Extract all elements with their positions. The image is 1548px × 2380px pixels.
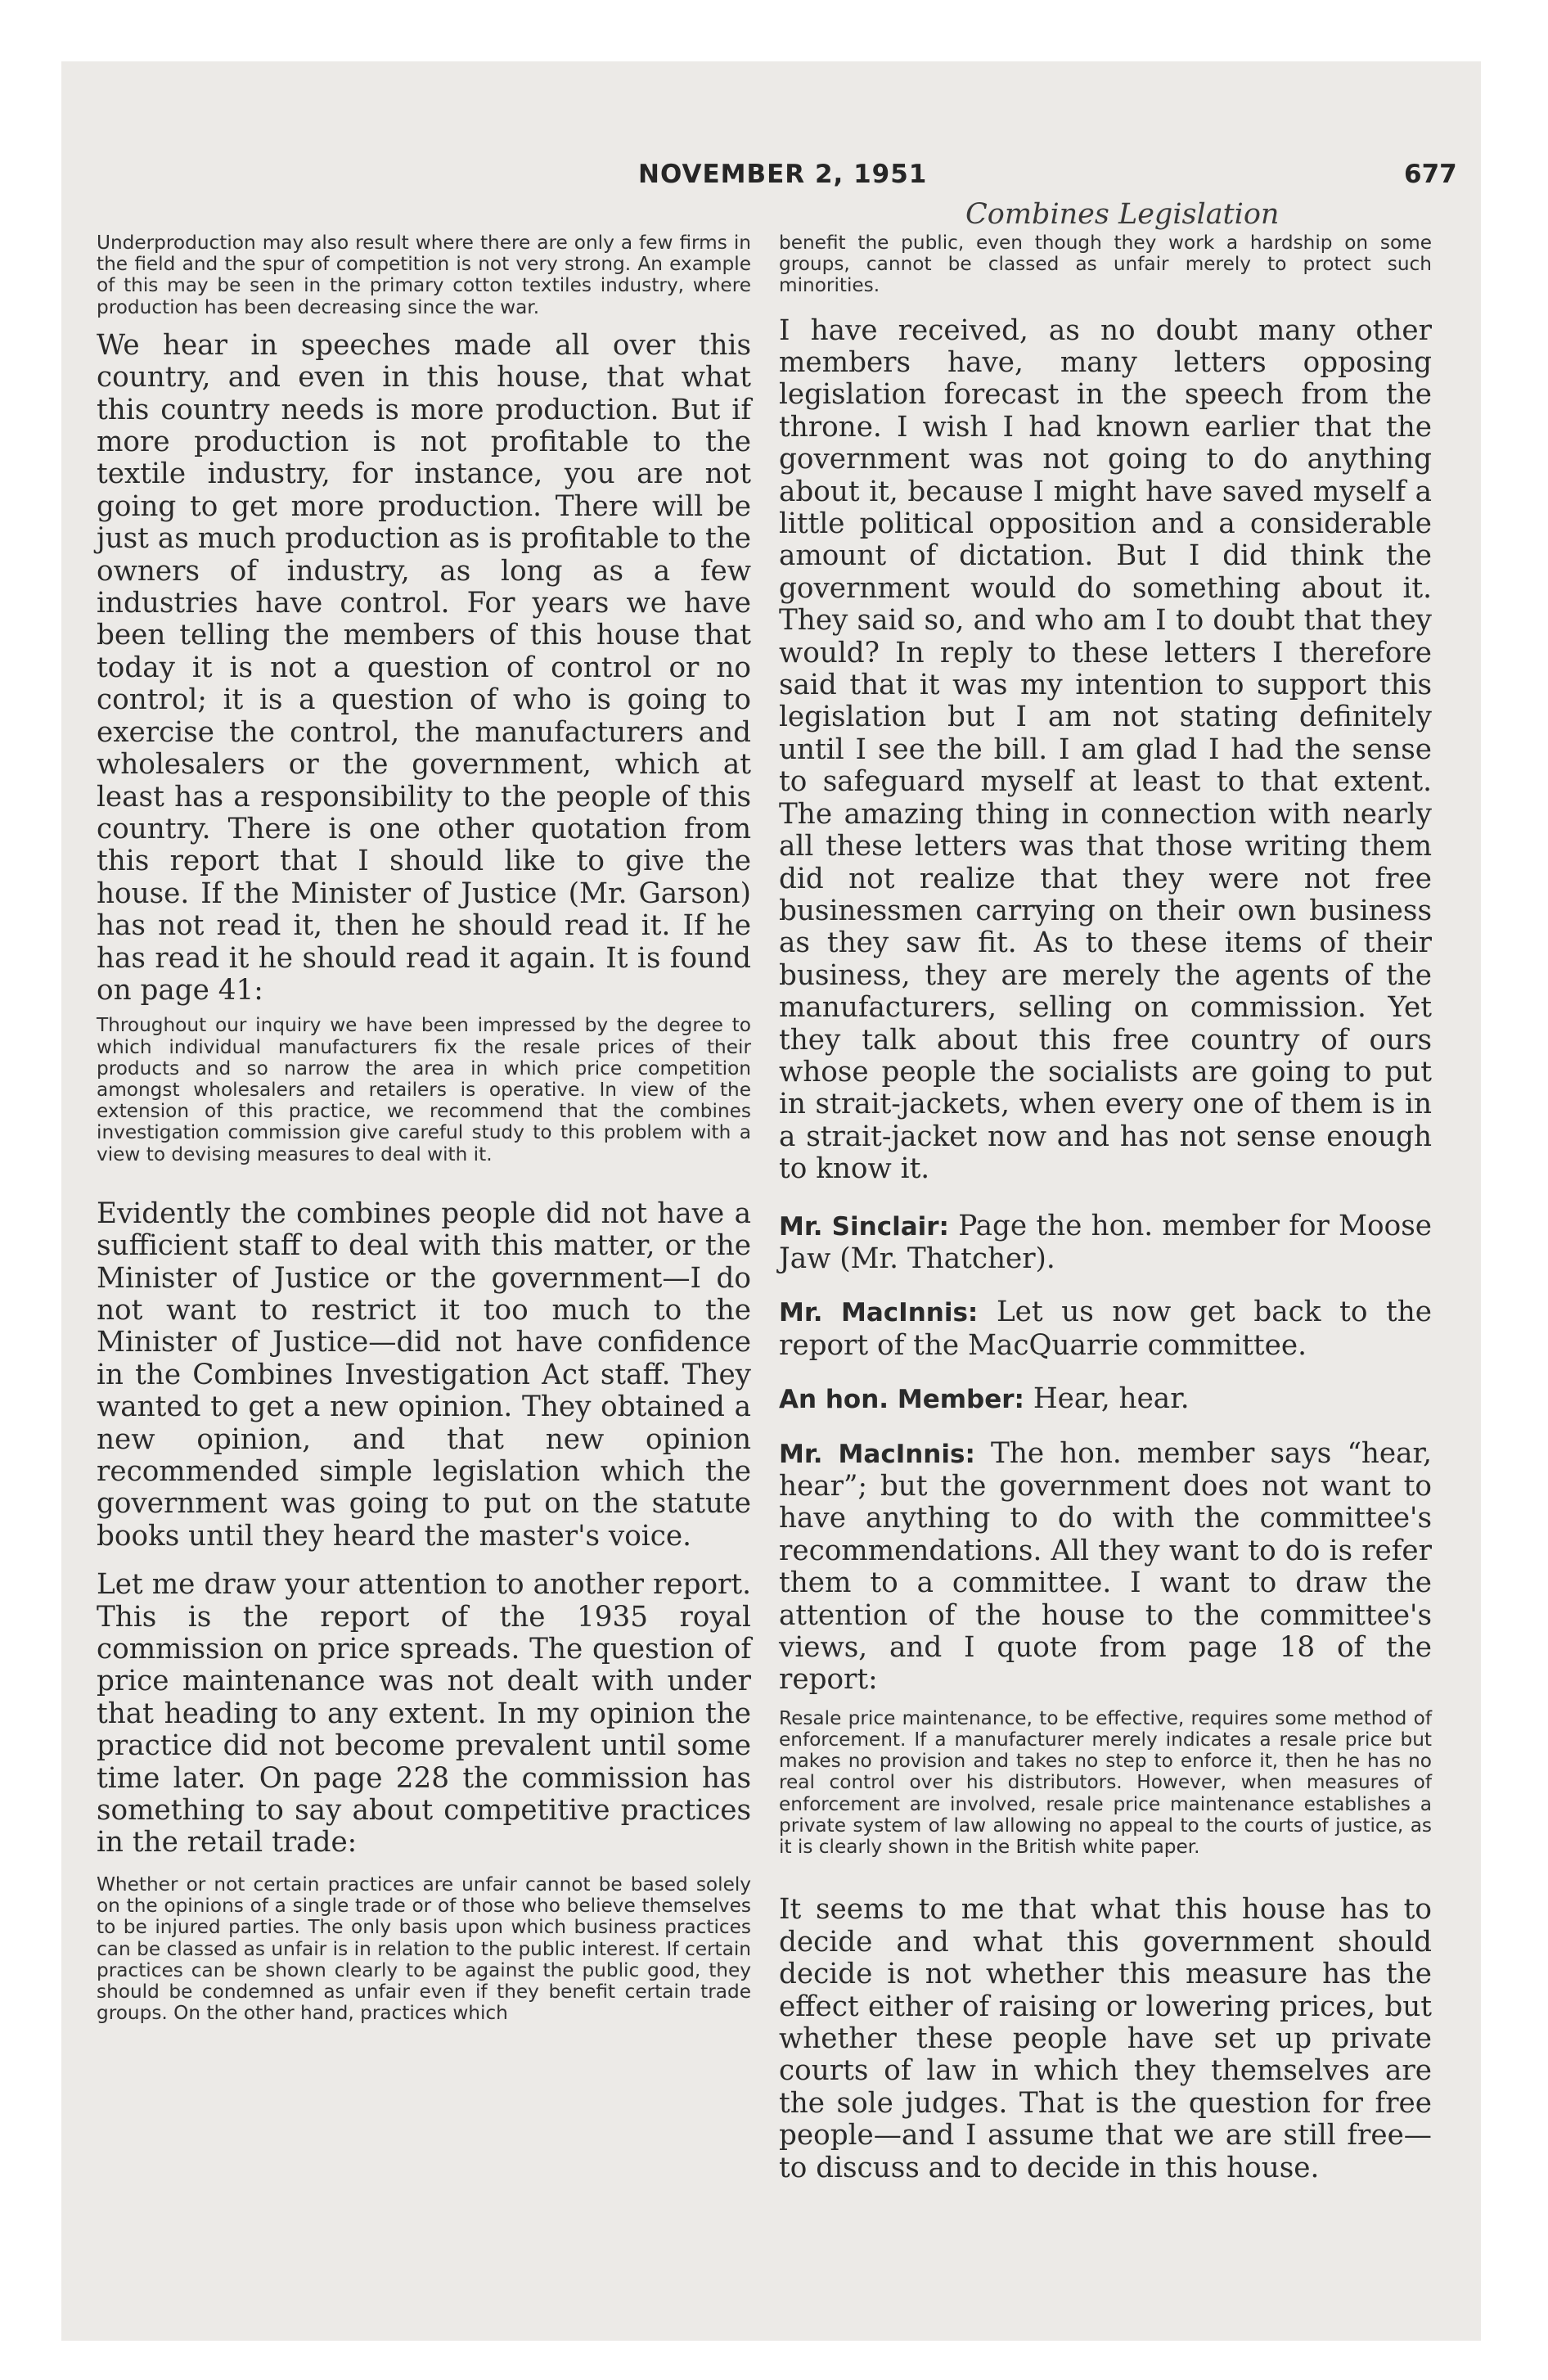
speech-text: Hear, hear.	[1033, 1382, 1190, 1416]
paragraph-more-production: We hear in speeches made all over this country, and even in this house, that what this country needs is more production. But if more production is not profitable to the textile industry, for instance, you are not going to get more production. There will be just as much production as is profitable to the owners of industry, as long as a few industries have control. For years we have been telling the members of this house that today it is not a question of control or no control; it is a question of who is going to exercise the control, the manufacturers and wholesalers or the government, which at least has a responsibility to the people of this country. There is one other quotation from this report that I should like to give the house. If the Minister of Justice (Mr. Garson) has not read it, then he should read it. If he has read it he should read it again. It is found on page 41:	[97, 328, 751, 1007]
paragraph-royal-commission: Let me draw your attention to another report. This is the report of the 1935 royal commission on price spreads. The question of price maintenance was not dealt with under that heading to any extent. In my opinion the practice did not become prevalent until some time later. On page 228 the commission has something to say about competitive practices in the retail trade:	[97, 1568, 751, 1859]
paragraph-letters: I have received, as no doubt many other members have, many letters opposing legislation forecast in the speech from the throne. I wish I had known earlier that the government was not going to do anything about it, because I might have saved myself a little political opposition and a considerable amount of dictation. But I did think the government would do something about it. They said so, and who am I to doubt that they would? In reply to these letters I therefore said that it was my intention to support this legislation but I am not stating definitely until I see the bill. I am glad I had the sense to safeguard myself at least to that extent. The amazing thing in connection with nearly all these letters was that those writing them did not realize that they were not free businessmen carrying on their own business as they saw fit. As to these items of their business, they are merely the agents of the manufacturers, selling on commission. Yet they talk about this free country of ours whose people the socialists are going to put in strait-jackets, when every one of them is in a strait-jacket now and has not sense enough to know it.	[779, 313, 1432, 1186]
page-header	[0, 160, 1548, 192]
speech-text: The hon. member says “hear, hear”; but the government does not want to have anything to do with the committee's recommendations. All they want to do is refer them to a committee. I want to draw the attention of the house to the committee's views, and I quote from page 18 of the report:	[779, 1436, 1433, 1697]
right-column	[779, 232, 1432, 2193]
speaker-name: An hon. Member:	[779, 1385, 1024, 1415]
left-column	[97, 232, 751, 2052]
paragraph-private-courts: It seems to me that what this house has to decide and what this government should decide is not whether this measure has the effect either of raising or lowering prices, but whether these people have set up private courts of law in which they themselves are the sole judges. That is the question for free people—and I assume that we are still free—to discuss and to decide in this house.	[779, 1893, 1432, 2184]
speech-text: Let us now get back to the report of the MacQuarrie committee.	[779, 1296, 1433, 1362]
running-title: Combines Legislation	[965, 198, 1280, 231]
speech-text: Page the hon. member for Moose Jaw (Mr. Thatcher).	[779, 1209, 1432, 1275]
speaker-name: Mr. MacInnis:	[779, 1298, 979, 1328]
speech-macinnis-1	[779, 1296, 1432, 1362]
quote-continued: benefit the public, even though they work a hardship on some groups, cannot be classed as unfair merely to protect such minorities.	[779, 232, 1432, 297]
page-number: 677	[1404, 160, 1457, 189]
header-date: NOVEMBER 2, 1951	[638, 160, 928, 189]
speech-macinnis-2	[779, 1438, 1432, 1697]
paragraph-combines-staff: Evidently the combines people did not have a sufficient staff to deal with this matter, or the Minister of Justice or the government—I do not want to restrict it too much to the Minister of Justice—did not have confidence in the Combines Investigation Act staff. They wanted to get a new opinion. They obtained a new opinion, and that new opinion recommended simple legislation which the government was going to put on the statute books until they heard the master's voice.	[97, 1197, 751, 1553]
quote-page-41: Throughout our inquiry we have been impressed by the degree to which individual manufacturers fix the resale prices of their products and so narrow the area in which price competition amongst wholesalers and retailers is operative. In view of the extension of this practice, we recommend that the combines investigation commission give careful study to this problem with a view to devising measures to deal with it.	[97, 1014, 751, 1165]
quote-page-228: Whether or not certain practices are unfair cannot be based solely on the opinions of a single trade or of those who believe themselves to be injured parties. The only basis upon which business practices can be classed as unfair is in relation to the public interest. If certain practices can be shown clearly to be against the public good, they should be condemned as unfair even if they benefit certain trade groups. On the other hand, practices which	[97, 1873, 751, 2025]
quote-page-18: Resale price maintenance, to be effective, requires some method of enforcement. If a manufacturer merely indicates a resale price but makes no provision and takes no step to enforce it, then he has no real control over his distributors. However, when measures of enforcement are involved, resale price maintenance establishes a private system of law allowing no appeal to the courts of justice, as it is clearly shown in the British white paper.	[779, 1706, 1432, 1859]
quote-underproduction: Underproduction may also result where there are only a few firms in the field and the spur of competition is not very strong. An example of this may be seen in the primary cotton textiles industry, where production has been decreasing since the war.	[97, 232, 751, 318]
speech-hon-member	[779, 1383, 1432, 1416]
speaker-name: Mr. MacInnis:	[779, 1439, 975, 1469]
speech-sinclair	[779, 1210, 1432, 1276]
speaker-name: Mr. Sinclair:	[779, 1211, 949, 1242]
